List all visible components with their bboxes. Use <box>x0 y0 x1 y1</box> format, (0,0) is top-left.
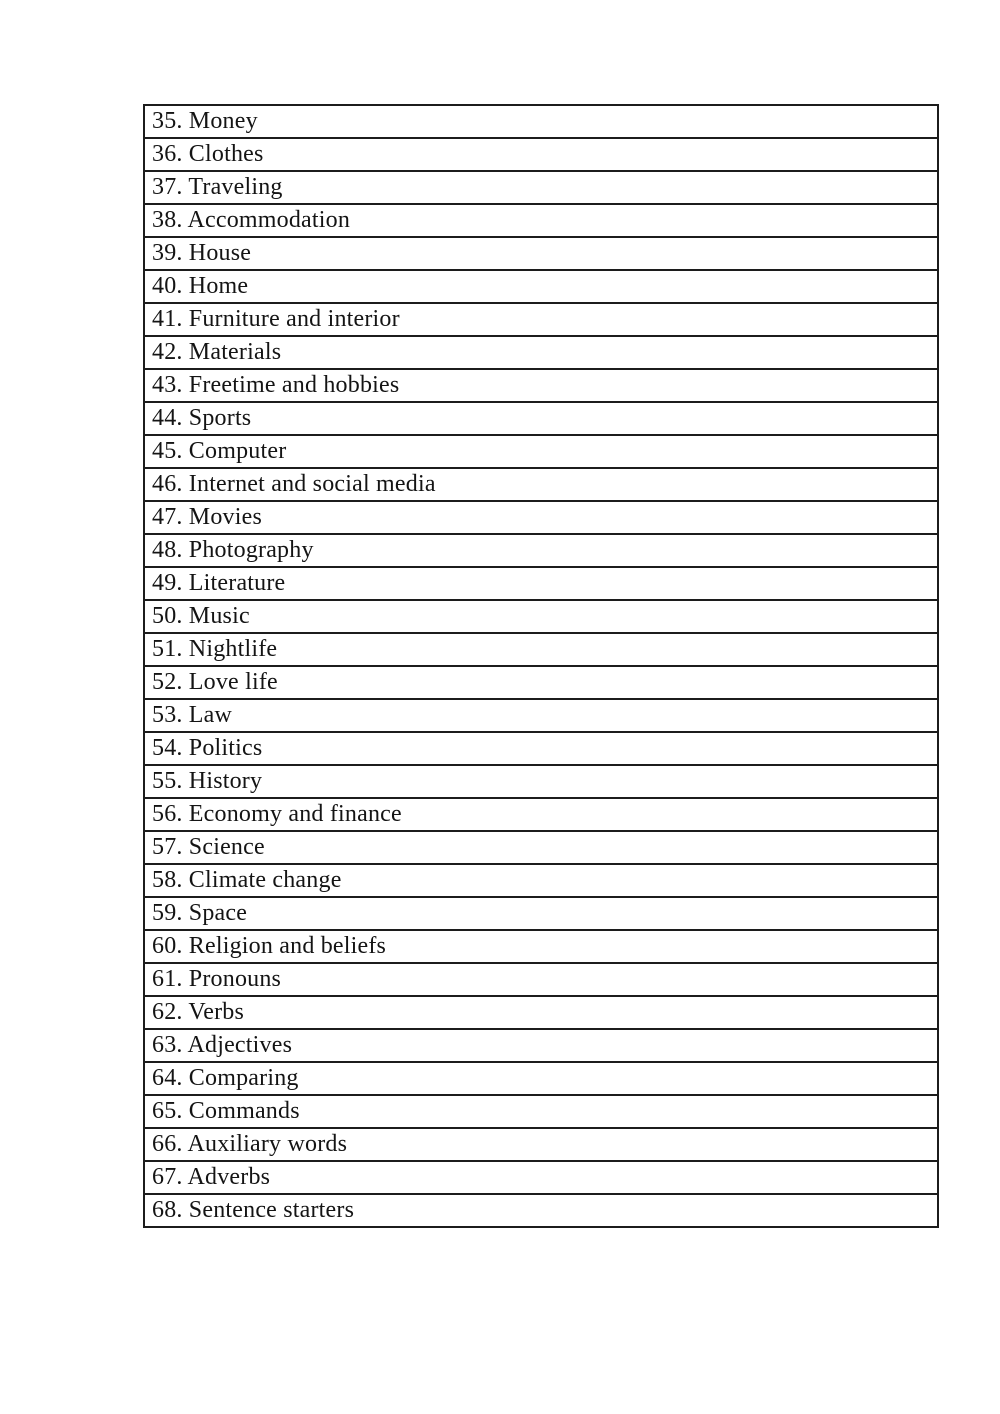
topic-cell: 51. Nightlife <box>144 633 938 666</box>
table-row <box>144 270 938 303</box>
table-row <box>144 864 938 897</box>
table-row <box>144 798 938 831</box>
table-row <box>144 567 938 600</box>
topic-cell: 50. Music <box>144 600 938 633</box>
table-row <box>144 633 938 666</box>
topic-cell: 68. Sentence starters <box>144 1194 938 1227</box>
topic-cell: 44. Sports <box>144 402 938 435</box>
table-row <box>144 963 938 996</box>
topic-cell: 59. Space <box>144 897 938 930</box>
table-row <box>144 1194 938 1227</box>
table-row <box>144 600 938 633</box>
topic-cell: 55. History <box>144 765 938 798</box>
table-row <box>144 402 938 435</box>
table-row <box>144 1161 938 1194</box>
topic-cell: 43. Freetime and hobbies <box>144 369 938 402</box>
topic-cell: 62. Verbs <box>144 996 938 1029</box>
table-row <box>144 303 938 336</box>
table-row <box>144 1029 938 1062</box>
topic-cell: 49. Literature <box>144 567 938 600</box>
table-row <box>144 699 938 732</box>
topic-cell: 35. Money <box>144 105 938 138</box>
topic-cell: 48. Photography <box>144 534 938 567</box>
table-row <box>144 897 938 930</box>
topic-cell: 46. Internet and social media <box>144 468 938 501</box>
table-row <box>144 996 938 1029</box>
table-row <box>144 765 938 798</box>
topic-cell: 56. Economy and finance <box>144 798 938 831</box>
topic-cell: 63. Adjectives <box>144 1029 938 1062</box>
topic-cell: 45. Computer <box>144 435 938 468</box>
topic-cell: 60. Religion and beliefs <box>144 930 938 963</box>
table-row <box>144 336 938 369</box>
topic-cell: 61. Pronouns <box>144 963 938 996</box>
topic-cell: 53. Law <box>144 699 938 732</box>
table-row <box>144 204 938 237</box>
table-row <box>144 105 938 138</box>
table-row <box>144 501 938 534</box>
topic-cell: 54. Politics <box>144 732 938 765</box>
topic-cell: 57. Science <box>144 831 938 864</box>
topic-cell: 58. Climate change <box>144 864 938 897</box>
table-row <box>144 930 938 963</box>
table-row <box>144 171 938 204</box>
topic-cell: 37. Traveling <box>144 171 938 204</box>
table-row <box>144 468 938 501</box>
table-row <box>144 1062 938 1095</box>
topics-table-body <box>144 105 938 1227</box>
table-row <box>144 666 938 699</box>
topic-cell: 40. Home <box>144 270 938 303</box>
table-row <box>144 138 938 171</box>
table-row <box>144 237 938 270</box>
topic-cell: 47. Movies <box>144 501 938 534</box>
topic-cell: 66. Auxiliary words <box>144 1128 938 1161</box>
topic-cell: 38. Accommodation <box>144 204 938 237</box>
topic-cell: 42. Materials <box>144 336 938 369</box>
table-row <box>144 435 938 468</box>
topic-cell: 52. Love life <box>144 666 938 699</box>
table-row <box>144 732 938 765</box>
table-row <box>144 1128 938 1161</box>
topic-cell: 65. Commands <box>144 1095 938 1128</box>
topics-table <box>143 104 939 1228</box>
table-row <box>144 831 938 864</box>
table-row <box>144 534 938 567</box>
topic-cell: 39. House <box>144 237 938 270</box>
topic-cell: 41. Furniture and interior <box>144 303 938 336</box>
table-row <box>144 369 938 402</box>
topic-cell: 36. Clothes <box>144 138 938 171</box>
table-row <box>144 1095 938 1128</box>
topic-cell: 64. Comparing <box>144 1062 938 1095</box>
topic-cell: 67. Adverbs <box>144 1161 938 1194</box>
